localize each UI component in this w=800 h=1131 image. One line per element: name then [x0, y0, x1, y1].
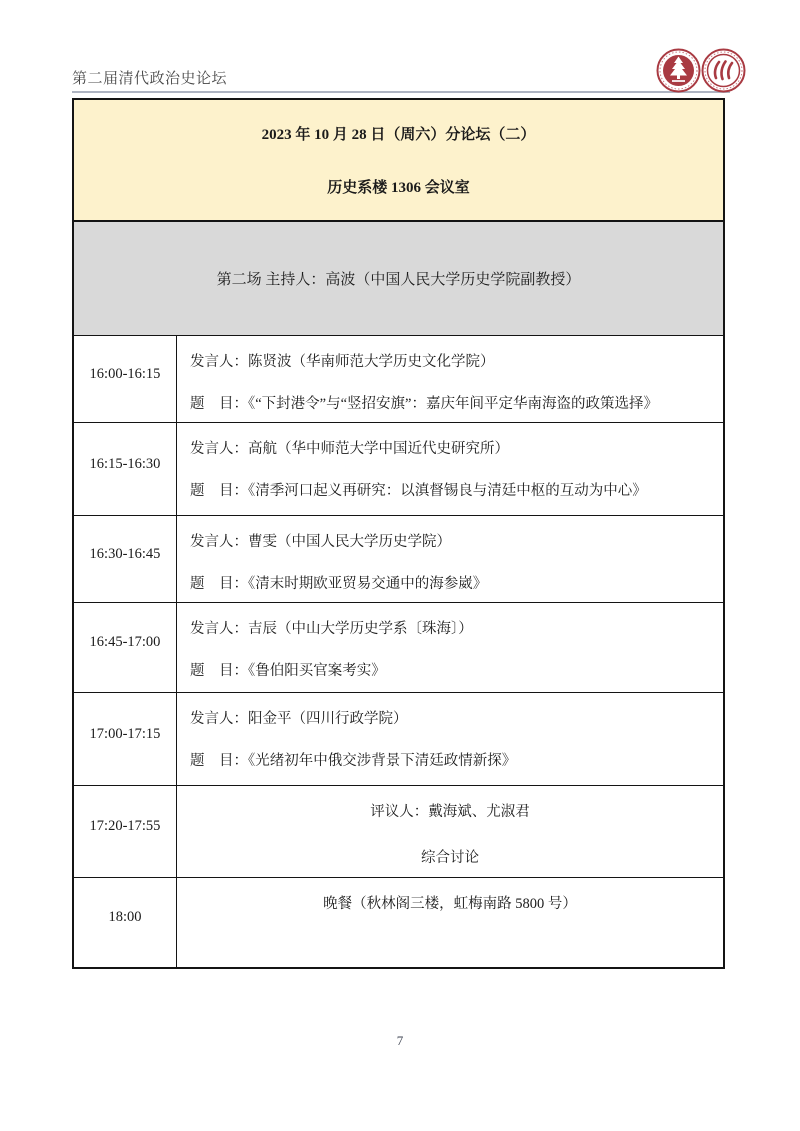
general-discussion-line: 综合讨论: [421, 850, 479, 866]
title-line: 题 目：《清末时期欧亚贸易交通中的海参崴》: [190, 576, 488, 592]
time-slot: 16:00-16:15: [74, 336, 177, 422]
university-logos: [656, 48, 746, 93]
title-line: 题 目：《鲁伯阳买官案考实》: [190, 663, 386, 679]
title-line: 题 目：《光绪初年中俄交涉背景下清廷政情新探》: [190, 753, 517, 769]
title-line: 题 目：《“下封港令”与“竖招安旗”：嘉庆年间平定华南海盗的政策选择》: [190, 396, 658, 412]
talk-details: [177, 603, 723, 692]
schedule-table: [72, 98, 725, 969]
page-number: 7: [396, 1033, 404, 1048]
talk-details: [177, 423, 723, 515]
schedule-row-4: [74, 602, 723, 692]
dinner-details: [177, 878, 723, 967]
session-chair-row: [74, 221, 723, 335]
title-line: 题 目：《清季河口起义再研究：以滇督锡良与清廷中枢的互动为中心》: [190, 483, 647, 499]
talk-details: [177, 336, 723, 422]
talk-details: [177, 693, 723, 785]
university-seal-pine-tree-icon: [656, 48, 701, 93]
speaker-line: 发言人：陈贤波（华南师范大学历史文化学院）: [190, 354, 495, 370]
discussant-line: 评议人：戴海斌、尤淑君: [370, 804, 530, 820]
schedule-row-2: [74, 422, 723, 515]
session-chair-line: 第二场 主持人：高波（中国人民大学历史学院副教授）: [216, 272, 581, 288]
time-slot: 17:20-17:55: [74, 786, 177, 877]
university-seal-triple-waves-icon: [701, 48, 746, 93]
session-header-row: [74, 100, 723, 221]
time-slot: 16:30-16:45: [74, 516, 177, 602]
page-header: [72, 48, 730, 93]
discussion-details: [177, 786, 723, 877]
schedule-row-3: [74, 515, 723, 602]
schedule-row-5: [74, 692, 723, 785]
time-slot: 17:00-17:15: [74, 693, 177, 785]
time-slot: 16:15-16:30: [74, 423, 177, 515]
schedule-row-dinner: [74, 877, 723, 967]
speaker-line: 发言人：吉辰（中山大学历史学系〔珠海〕）: [190, 621, 473, 637]
speaker-line: 发言人：曹雯（中国人民大学历史学院）: [190, 534, 451, 550]
speaker-line: 发言人：高航（华中师范大学中国近代史研究所）: [190, 441, 509, 457]
page-header-title: 第二届清代政治史论坛: [72, 70, 228, 87]
page-footer: [0, 1033, 800, 1049]
talk-details: [177, 516, 723, 602]
speaker-line: 发言人：阳金平（四川行政学院）: [190, 711, 408, 727]
time-slot: 16:45-17:00: [74, 603, 177, 692]
dinner-line: 晚餐（秋林阁三楼，虹梅南路 5800 号）: [323, 896, 577, 912]
session-venue-line: 历史系楼 1306 会议室: [327, 180, 470, 196]
schedule-row-1: [74, 335, 723, 422]
session-date-line: 2023 年 10 月 28 日（周六）分论坛（二）: [261, 127, 536, 143]
schedule-row-discussion: [74, 785, 723, 877]
time-slot: 18:00: [74, 878, 177, 967]
